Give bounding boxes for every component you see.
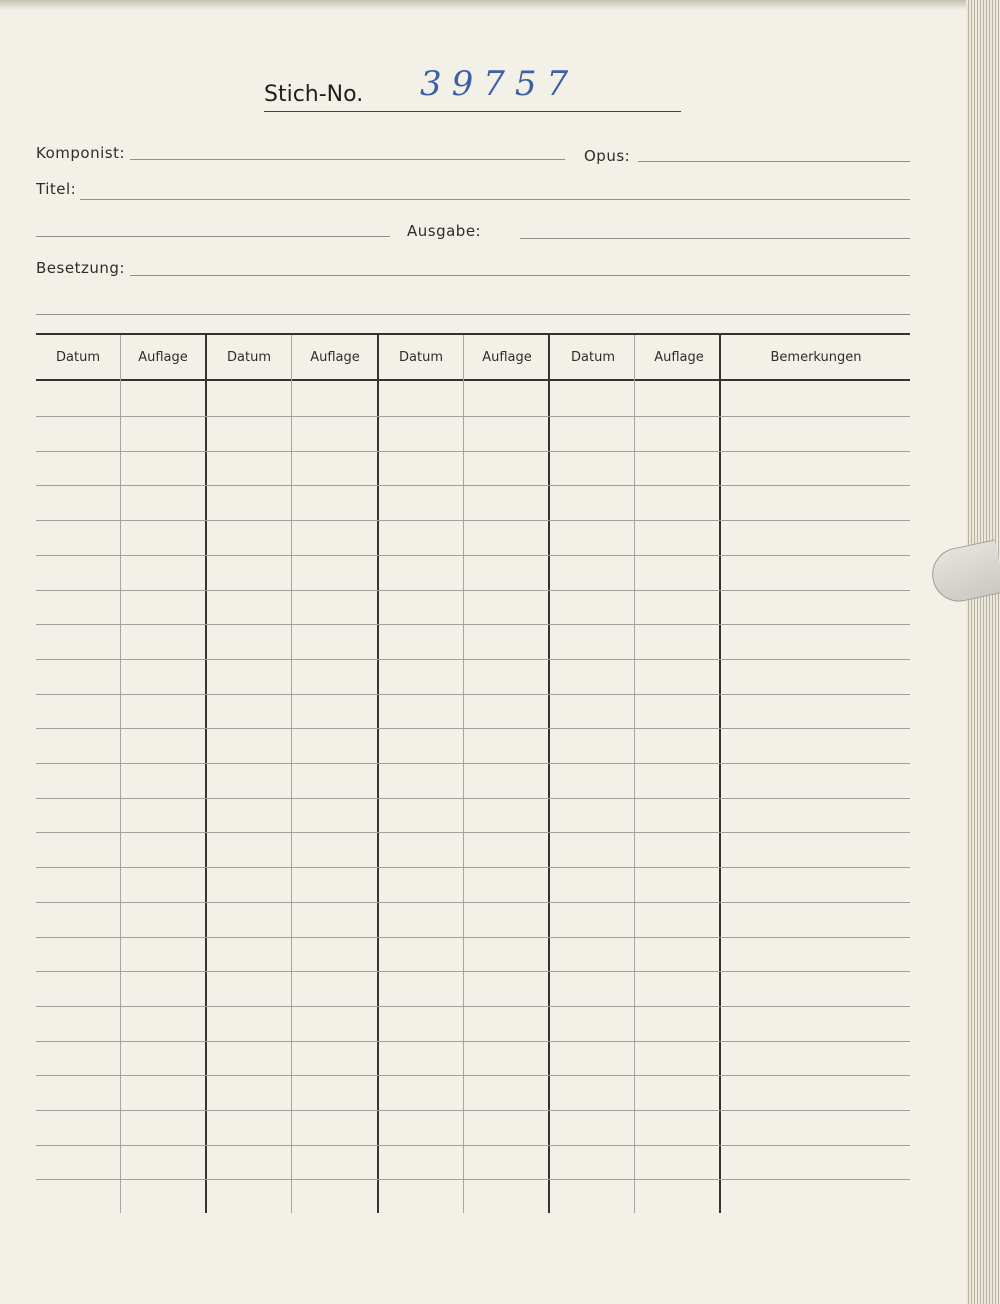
column-divider-major [205, 335, 207, 1213]
page-top-edge [0, 0, 968, 10]
column-header-datum-4: Datum [571, 350, 615, 365]
ausgabe-line[interactable] [520, 238, 910, 239]
table-row-line[interactable] [36, 416, 910, 417]
table-row-line[interactable] [36, 798, 910, 799]
table-row-line[interactable] [36, 763, 910, 764]
table-header-rule [36, 379, 910, 381]
table-row-line[interactable] [36, 1110, 910, 1111]
table-row-line[interactable] [36, 937, 910, 938]
besetzung-line[interactable] [130, 275, 910, 276]
column-divider [463, 335, 464, 1213]
column-header-datum-2: Datum [227, 350, 271, 365]
stich-no-underline [264, 111, 681, 112]
column-divider [120, 335, 121, 1213]
table-row-line[interactable] [36, 728, 910, 729]
komponist-label: Komponist: [36, 144, 126, 162]
table-row-line[interactable] [36, 1006, 910, 1007]
opus-line[interactable] [638, 161, 910, 162]
table-row-line[interactable] [36, 971, 910, 972]
column-divider [634, 335, 635, 1213]
column-header-bemerkungen: Bemerkungen [770, 350, 862, 365]
table-row-line[interactable] [36, 555, 910, 556]
titel-line[interactable] [80, 199, 910, 200]
column-header-datum-3: Datum [399, 350, 443, 365]
table-row-line[interactable] [36, 520, 910, 521]
column-header-auflage-1: Auflage [138, 350, 188, 365]
table-row-line[interactable] [36, 624, 910, 625]
table-row-line[interactable] [36, 485, 910, 486]
titel-label: Titel: [36, 180, 77, 198]
table-row-line[interactable] [36, 832, 910, 833]
stich-no-label: Stich-No. [264, 82, 364, 107]
opus-label: Opus: [584, 147, 631, 165]
table-row-line[interactable] [36, 867, 910, 868]
column-header-auflage-2: Auflage [310, 350, 360, 365]
table-row-line[interactable] [36, 659, 910, 660]
table-row-line[interactable] [36, 590, 910, 591]
table-row-line[interactable] [36, 1179, 910, 1180]
komponist-line[interactable] [130, 159, 565, 160]
table-row-line[interactable] [36, 451, 910, 452]
ausgabe-left-line[interactable] [36, 236, 390, 237]
page-stack-edges [966, 0, 1000, 1304]
column-divider-major [377, 335, 379, 1213]
table-row-line[interactable] [36, 1041, 910, 1042]
column-header-auflage-4: Auflage [654, 350, 704, 365]
column-header-auflage-3: Auflage [482, 350, 532, 365]
table-row-line[interactable] [36, 1145, 910, 1146]
table-row-line[interactable] [36, 694, 910, 695]
table-row-line[interactable] [36, 902, 910, 903]
table-top-rule [36, 333, 910, 335]
besetzung-line-2[interactable] [36, 314, 910, 315]
stich-number-handwritten: 39757 [420, 64, 579, 104]
column-header-datum-1: Datum [56, 350, 100, 365]
besetzung-label: Besetzung: [36, 259, 125, 277]
column-divider-major [548, 335, 550, 1213]
ausgabe-label: Ausgabe: [407, 222, 482, 240]
table-row-line[interactable] [36, 1075, 910, 1076]
column-divider-major [719, 335, 721, 1213]
column-divider [291, 335, 292, 1213]
